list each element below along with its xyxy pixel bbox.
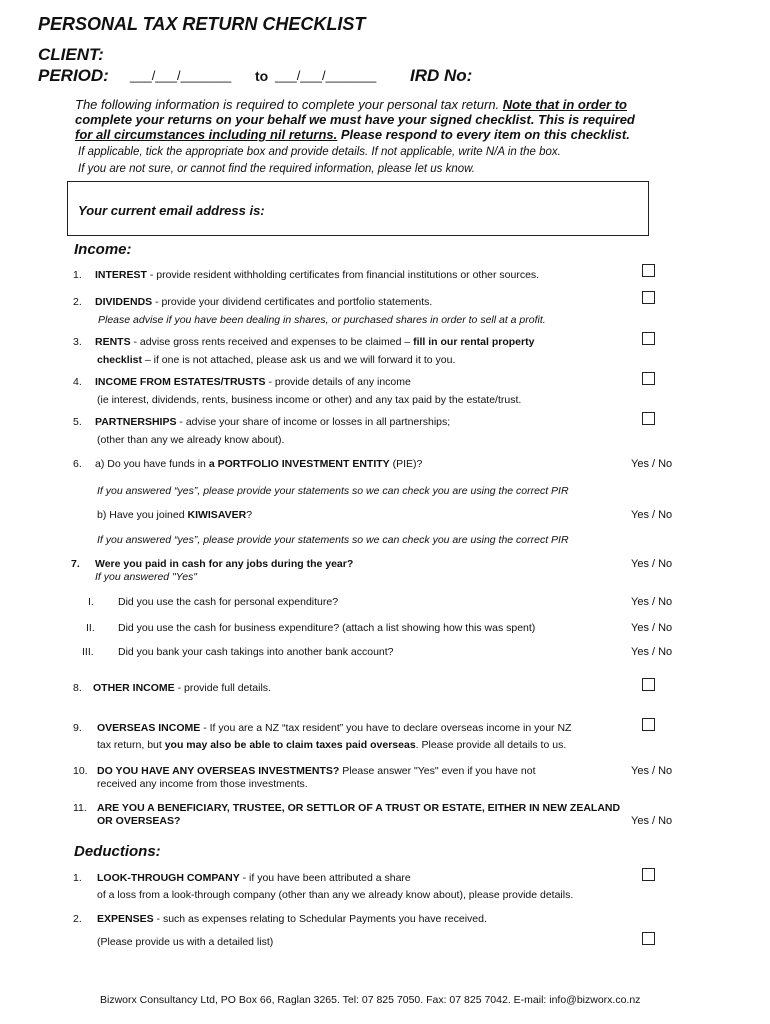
trust-question-line2: OR OVERSEAS? xyxy=(97,815,181,827)
cash-jobs-question: Were you paid in cash for any jobs during the year? xyxy=(95,558,354,570)
dividends-text: DIVIDENDS - provide your dividend certificates and portfolio statements. xyxy=(95,296,433,308)
item-number: 9. xyxy=(73,722,82,734)
trust-yes-no[interactable]: Yes / No xyxy=(631,815,673,827)
item-number: 1. xyxy=(73,872,82,884)
dividends-note: Please advise if you have been dealing in shares, or purchased shares in order to sell at a profit. xyxy=(98,314,546,326)
item-number: 1. xyxy=(73,269,82,281)
intro-line-1-bold: Note that in order to xyxy=(502,97,627,112)
rents-text: RENTS - advise gross rents received and expenses to be claimed – fill in our rental property xyxy=(95,336,535,348)
other-income-checkbox[interactable] xyxy=(642,678,655,691)
overseas-investments-text: DO YOU HAVE ANY OVERSEAS INVESTMENTS? Please answer "Yes" even if you have not xyxy=(97,765,536,777)
rents-text-line2: checklist – if one is not attached, please ask us and we will forward it to you. xyxy=(97,354,456,366)
other-income-text: OTHER INCOME - provide full details. xyxy=(93,682,271,694)
cash-bank-yes-no[interactable]: Yes / No xyxy=(631,646,673,658)
intro-line-3 xyxy=(75,127,630,142)
cash-bank-question: Did you bank your cash takings into another bank account? xyxy=(118,646,394,658)
cash-jobs-yes-no[interactable]: Yes / No xyxy=(631,558,673,570)
look-through-checkbox[interactable] xyxy=(642,868,655,881)
intro-note-1: If applicable, tick the appropriate box and provide details. If not applicable, write N/A in the box. xyxy=(78,146,561,158)
item-number: 2. xyxy=(73,296,82,308)
period-to-field[interactable]: ___/___/_______ xyxy=(275,68,377,83)
pie-yes-no[interactable]: Yes / No xyxy=(631,458,673,470)
ird-label: IRD No: xyxy=(410,66,473,85)
item-number: 4. xyxy=(73,376,82,388)
expenses-checkbox[interactable] xyxy=(642,932,655,945)
overseas-investments-line2: received any income from those investments. xyxy=(97,778,308,790)
look-through-line2: of a loss from a look-through company (other than any we already know about), please provide details. xyxy=(97,889,574,901)
item-number: 6. xyxy=(73,458,82,470)
partnerships-text: PARTNERSHIPS - advise your share of income or losses in all partnerships; xyxy=(95,416,451,428)
client-label: CLIENT: xyxy=(38,45,104,64)
intro-line-1 xyxy=(75,97,627,112)
item-number: 11. xyxy=(73,802,87,814)
intro-line-1-plain: The following information is required to complete your personal tax return. xyxy=(75,97,503,112)
cash-business-question: Did you use the cash for business expenditure? (attach a list showing how this was spent) xyxy=(118,622,536,634)
item-number: 7. xyxy=(71,558,80,570)
footer-contact: Bizworx Consultancy Ltd, PO Box 66, Raglan 3265. Tel: 07 825 7050. Fax: 07 825 7042. E-mail: info@bizworx.co.nz xyxy=(100,994,641,1006)
expenses-text: EXPENSES - such as expenses relating to Schedular Payments you have received. xyxy=(97,913,487,925)
deductions-heading: Deductions: xyxy=(74,843,161,860)
overseas-income-checkbox[interactable] xyxy=(642,718,655,731)
interest-checkbox[interactable] xyxy=(642,264,655,277)
kiwisaver-note: If you answered “yes”, please provide your statements so we can check you are using the correct PIR xyxy=(97,534,569,546)
rents-checkbox[interactable] xyxy=(642,332,655,345)
income-heading: Income: xyxy=(74,241,132,258)
sub-number: I. xyxy=(88,596,94,608)
overseas-income-line2: tax return, but you may also be able to claim taxes paid overseas. Please provide all details to us. xyxy=(97,739,567,751)
item-number: 2. xyxy=(73,913,82,925)
intro-line-2: complete your returns on your behalf we must have your signed checklist. This is required xyxy=(75,112,635,127)
pie-question: a) Do you have funds in a PORTFOLIO INVESTMENT ENTITY (PIE)? xyxy=(95,458,423,470)
cash-personal-yes-no[interactable]: Yes / No xyxy=(631,596,673,608)
item-number: 8. xyxy=(73,682,82,694)
overseas-income-text: OVERSEAS INCOME - If you are a NZ “tax resident” you have to declare overseas income in your NZ xyxy=(97,722,572,734)
intro-note-2: If you are not sure, or cannot find the required information, please let us know. xyxy=(78,163,475,175)
kiwisaver-yes-no[interactable]: Yes / No xyxy=(631,509,673,521)
intro-line-3-rest: Please respond to every item on this checklist. xyxy=(337,127,630,142)
item-number: 5. xyxy=(73,416,82,428)
item-number: 10. xyxy=(73,765,88,777)
cash-business-yes-no[interactable]: Yes / No xyxy=(631,622,673,634)
period-label: PERIOD: xyxy=(38,66,109,85)
overseas-investments-yes-no[interactable]: Yes / No xyxy=(631,765,673,777)
item-number: 3. xyxy=(73,336,82,348)
interest-text: INTEREST - provide resident withholding certificates from financial institutions or other sources. xyxy=(95,269,540,281)
expenses-line2: (Please provide us with a detailed list) xyxy=(97,936,274,948)
page-title: PERSONAL TAX RETURN CHECKLIST xyxy=(38,14,366,34)
sub-number: II. xyxy=(86,622,95,634)
trust-question: ARE YOU A BENEFICIARY, TRUSTEE, OR SETTLOR OF A TRUST OR ESTATE, EITHER IN NEW ZEALAND xyxy=(97,802,621,814)
cash-personal-question: Did you use the cash for personal expenditure? xyxy=(118,596,339,608)
period-to-word: to xyxy=(255,68,269,84)
intro-line-3-underlined: for all circumstances including nil returns. xyxy=(75,127,338,142)
estates-trusts-line2: (ie interest, dividends, rents, business income or other) and any tax paid by the estate/trust. xyxy=(97,394,522,406)
email-label: Your current email address is: xyxy=(78,203,265,218)
look-through-text: LOOK-THROUGH COMPANY - if you have been attributed a share xyxy=(97,872,411,884)
kiwisaver-question: b) Have you joined KIWISAVER? xyxy=(97,509,253,521)
cash-jobs-note: If you answered "Yes" xyxy=(95,571,198,583)
sub-number: III. xyxy=(82,646,94,658)
period-from-field[interactable]: ___/___/_______ xyxy=(130,68,232,83)
partnerships-line2: (other than any we already know about). xyxy=(97,434,285,446)
estates-trusts-text: INCOME FROM ESTATES/TRUSTS - provide details of any income xyxy=(95,376,411,388)
pie-note: If you answered “yes”, please provide your statements so we can check you are using the correct PIR xyxy=(97,485,569,497)
dividends-checkbox[interactable] xyxy=(642,291,655,304)
estates-trusts-checkbox[interactable] xyxy=(642,372,655,385)
partnerships-checkbox[interactable] xyxy=(642,412,655,425)
